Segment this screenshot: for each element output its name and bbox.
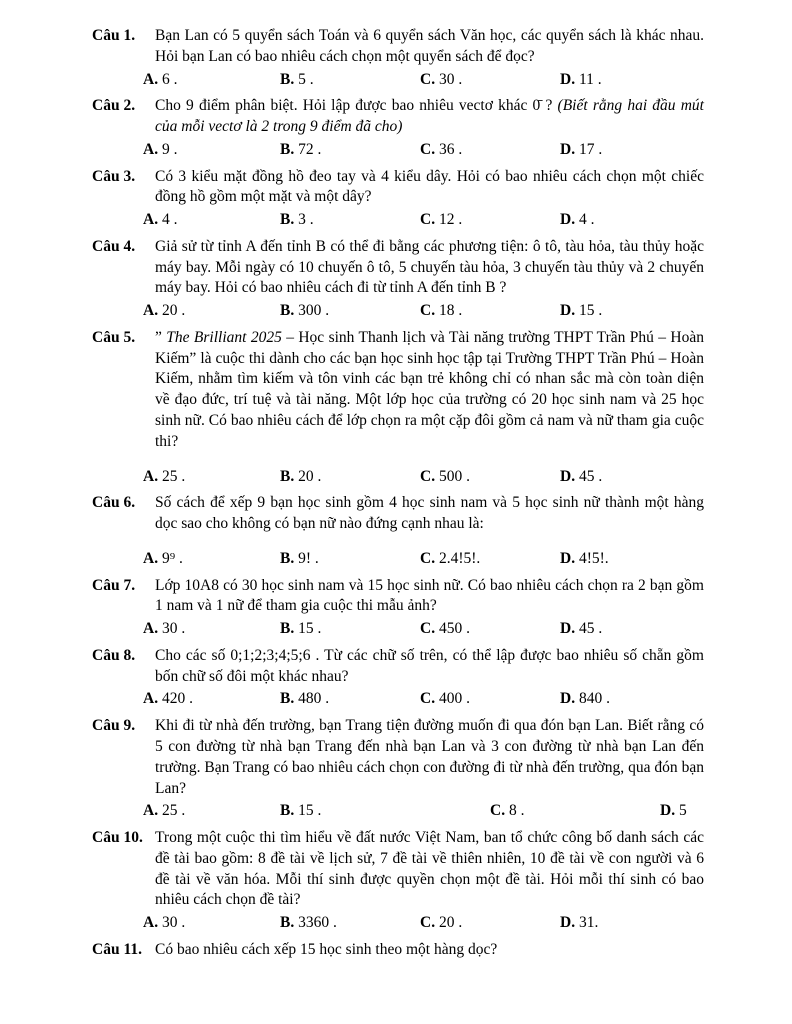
option-b [280, 913, 420, 934]
option-text: 4 . [161, 211, 178, 229]
option-d [560, 301, 704, 322]
question-text-main: Có 3 kiểu mặt đồng hồ đeo tay và 4 kiểu dây. Hỏi có bao nhiêu cách chọn một chiếc đồng hồ gồm một mặt và một dây? [155, 167, 704, 206]
question-text-main: Trong một cuộc thi tìm hiểu về đất nước Việt Nam, ban tổ chức công bố danh sách các đề tài bao gồm: 8 đề tài về lịch sử, 7 đề tài về thiên nhiên, 10 đề tài về con người và 6 đề tài về văn hóa. Mỗi thí sinh được quyền chọn một đề tài. Hỏi mỗi thí sinh có bao nhiêu cách chọn đề tài? [155, 829, 704, 909]
option-text: 18 . [438, 302, 463, 320]
question-text-main: Giả sử từ tỉnh A đến tỉnh B có thể đi bằng các phương tiện: ô tô, tàu hỏa, tàu thủy hoặc máy bay. Mỗi ngày có 10 chuyến ô tô, 5 chuyến tàu hỏa, 3 chuyến tàu thủy và 2 chuyến máy bay. Hỏi có bao nhiêu cách đi từ tỉnh A đến tỉnh B ? [155, 237, 704, 297]
option-c [420, 467, 560, 488]
option-letter: A. [143, 914, 159, 932]
option-a [143, 549, 280, 570]
option-text: 20 . [438, 914, 463, 932]
option-letter: A. [143, 211, 159, 229]
option-letter: D. [560, 302, 576, 320]
option-text: 45 . [578, 620, 603, 638]
option-text: 25 . [161, 802, 186, 820]
option-text: 30 . [438, 70, 463, 88]
question-text-main: Có bao nhiêu cách xếp 15 học sinh theo một hàng dọc? [155, 940, 498, 958]
option-text: 450 . [438, 620, 470, 638]
option-b [280, 70, 420, 91]
option-text: 400 . [438, 690, 470, 708]
answer-options [143, 210, 704, 231]
option-text: 30 . [161, 914, 186, 932]
option-text: 3360 . [298, 914, 337, 932]
option-letter: A. [143, 690, 159, 708]
question [92, 26, 704, 90]
option-letter: D. [560, 620, 576, 638]
question-text-main: Cho 9 điểm phân biệt. Hỏi lập được bao nhiêu vectơ khác 0̄ ? [155, 97, 558, 115]
option-letter: B. [280, 302, 295, 320]
option-letter: D. [560, 467, 576, 485]
question-text-title: The Brilliant 2025 [166, 328, 282, 346]
question-body [143, 716, 704, 822]
option-text: 9! . [298, 549, 319, 567]
option-letter: D. [560, 211, 576, 229]
question-number: Câu 10. [92, 829, 143, 847]
question-body [143, 646, 704, 710]
question [92, 96, 704, 160]
option-letter: B. [280, 211, 295, 229]
option-letter: C. [420, 211, 436, 229]
option-text: 31. [578, 914, 599, 932]
question-number: Câu 7. [92, 576, 136, 594]
question-text-main: Khi đi từ nhà đến trường, bạn Trang tiện đường muốn đi qua đón bạn Lan. Biết rằng có 5 con đường từ nhà bạn Trang đến nhà bạn Lan và 3 con đường từ nhà bạn Lan đến trường. Bạn Trang có bao nhiêu cách chọn con đường đi từ nhà đến trường, qua đón bạn Lan? [155, 717, 704, 797]
question [92, 493, 704, 569]
option-letter: B. [280, 620, 295, 638]
option-a [143, 913, 280, 934]
option-letter: B. [280, 914, 295, 932]
question-body [143, 237, 704, 322]
option-letter: C. [420, 140, 436, 158]
option-text: 2.4!5!. [438, 549, 481, 567]
question-text [155, 167, 704, 209]
question [92, 237, 704, 322]
question-number: Câu 1. [92, 27, 136, 44]
option-letter: D. [660, 802, 676, 820]
option-text: 11 . [578, 70, 602, 88]
answer-options [143, 301, 704, 322]
option-text: 36 . [438, 140, 463, 158]
answer-options [143, 467, 704, 488]
option-c [420, 913, 560, 934]
option-b [280, 301, 420, 322]
option-c [490, 801, 660, 822]
question-text [155, 828, 704, 911]
question [92, 940, 704, 961]
option-letter: B. [280, 70, 295, 88]
question-body [143, 576, 704, 640]
option-c [420, 140, 560, 161]
option-text: 5 [678, 802, 687, 820]
question-text [155, 716, 704, 799]
question-text-main: Lớp 10A8 có 30 học sinh nam và 15 học sinh nữ. Có bao nhiêu cách chọn ra 2 bạn gồm 1 nam và 1 nữ để tham gia cuộc thi mẫu ảnh? [155, 576, 704, 615]
question-text [155, 96, 704, 138]
option-text: 840 . [578, 690, 610, 708]
option-text: 25 . [161, 467, 186, 485]
question-text-main: Bạn Lan có 5 quyển sách Toán và 6 quyển sách Văn học, các quyển sách là khác nhau. Hỏi bạn Lan có bao nhiêu cách chọn một quyển sách để đọc? [155, 27, 704, 65]
answer-options [143, 140, 704, 161]
answer-options [143, 689, 704, 710]
option-text: 4!5!. [578, 549, 609, 567]
question-text-main: Cho các số 0;1;2;3;4;5;6 . Từ các chữ số trên, có thể lập được bao nhiêu số chẵn gồm bốn chữ số đôi một khác nhau? [155, 646, 704, 685]
question [92, 328, 704, 487]
option-b [280, 549, 420, 570]
option-d [560, 140, 704, 161]
option-c [420, 549, 560, 570]
answer-options [143, 913, 704, 934]
question-body [143, 493, 704, 569]
question [92, 576, 704, 640]
option-text: 9 . [161, 140, 178, 158]
option-c [420, 689, 560, 710]
option-d [560, 210, 704, 231]
answer-options [143, 801, 704, 822]
option-text: 420 . [161, 690, 193, 708]
option-a [143, 210, 280, 231]
option-letter: D. [560, 914, 576, 932]
question-text-quote: ” [155, 328, 167, 346]
option-letter: C. [420, 914, 436, 932]
option-letter: C. [420, 620, 436, 638]
option-letter: A. [143, 549, 159, 567]
option-text: 72 . [298, 140, 322, 158]
option-d [560, 549, 704, 570]
option-text: 12 . [438, 211, 463, 229]
question-text [155, 26, 704, 68]
question [92, 167, 704, 231]
option-letter: A. [143, 140, 159, 158]
option-text: 480 . [298, 690, 330, 708]
option-a [143, 70, 280, 91]
option-a [143, 467, 280, 488]
option-d [560, 70, 704, 91]
option-letter: C. [420, 690, 436, 708]
option-c [420, 210, 560, 231]
option-letter: A. [143, 467, 159, 485]
answer-options [143, 549, 704, 570]
option-text: 15 . [578, 302, 603, 320]
option-a [143, 619, 280, 640]
option-letter: C. [420, 70, 436, 88]
option-b [280, 467, 420, 488]
answer-options [143, 619, 704, 640]
option-b [280, 210, 420, 231]
question-number: Câu 2. [92, 97, 136, 115]
question-number: Câu 11. [92, 940, 142, 958]
option-letter: B. [280, 549, 295, 567]
option-a [143, 301, 280, 322]
option-letter: A. [143, 802, 159, 820]
question-text [155, 237, 704, 299]
option-d [660, 801, 704, 822]
option-a [143, 140, 280, 161]
option-letter: D. [560, 70, 576, 88]
option-letter: C. [490, 802, 506, 820]
option-c [420, 301, 560, 322]
question-text-main: Số cách để xếp 9 bạn học sinh gồm 4 học sinh nam và 5 học sinh nữ thành một hàng dọc sao cho không có bạn nữ nào đứng cạnh nhau là: [155, 494, 704, 533]
question-text [155, 940, 704, 961]
question [92, 646, 704, 710]
question-body [143, 96, 704, 160]
question-number: Câu 3. [92, 167, 136, 185]
option-text: 45 . [578, 467, 603, 485]
option-text: 3 . [298, 211, 314, 229]
question-body [155, 940, 704, 961]
option-text: 5 . [298, 70, 314, 88]
question-text-main: – Học sinh Thanh lịch và Tài năng trường THPT Trần Phú – Hoàn Kiếm” là cuộc thi dành cho các bạn học sinh học tập tại Trường THPT Trần Phú – Hoàn Kiếm, nhằm tìm kiếm và tôn vinh các bạn trẻ không chỉ có nhan sắc mà còn toàn diện về đạo đức, trí tuệ và tài năng. Một lớp học của trường có 20 học sinh nam và 25 học sinh nữ. Có bao nhiêu cách để lớp chọn ra một cặp đôi gồm cả nam và nữ tham gia cuộc thi? [155, 328, 704, 450]
option-text: 15 . [298, 802, 322, 820]
option-text: 20 . [298, 467, 322, 485]
question-text [155, 328, 704, 453]
option-text: 6 . [161, 70, 178, 88]
option-letter: A. [143, 620, 159, 638]
question-text [155, 576, 704, 618]
question [92, 828, 704, 934]
question-number: Câu 8. [92, 646, 136, 664]
option-b [280, 619, 420, 640]
option-letter: B. [280, 140, 295, 158]
question [92, 716, 704, 822]
option-text: 300 . [298, 302, 330, 320]
option-text: 4 . [578, 211, 595, 229]
option-text: 500 . [438, 467, 470, 485]
option-letter: A. [143, 302, 159, 320]
question-text [155, 493, 704, 535]
option-letter: C. [420, 467, 436, 485]
question-body [143, 26, 704, 90]
option-d [560, 467, 704, 488]
option-letter: B. [280, 690, 295, 708]
option-d [560, 619, 704, 640]
option-a [143, 689, 280, 710]
option-text: 8 . [508, 802, 525, 820]
option-text: 9⁹ . [161, 549, 183, 567]
option-d [560, 689, 704, 710]
option-letter: D. [560, 140, 576, 158]
option-b [280, 140, 420, 161]
question-number: Câu 4. [92, 237, 136, 255]
option-letter: C. [420, 549, 436, 567]
option-letter: C. [420, 302, 436, 320]
option-b [280, 689, 420, 710]
option-letter: D. [560, 690, 576, 708]
question-number: Câu 6. [92, 494, 136, 512]
answer-options [143, 70, 704, 91]
question-text [155, 646, 704, 688]
question-body [143, 167, 704, 231]
question-body [143, 828, 704, 934]
option-letter: B. [280, 467, 295, 485]
option-a [143, 801, 280, 822]
option-c [420, 70, 560, 91]
option-text: 15 . [298, 620, 322, 638]
question-number: Câu 9. [92, 717, 136, 735]
option-text: 30 . [161, 620, 186, 638]
option-letter: D. [560, 549, 576, 567]
option-b [280, 801, 490, 822]
question-text-note: (Biết rằng hai đầu mút của mỗi vectơ là 2 trong 9 điểm đã cho) [155, 97, 704, 136]
option-text: 20 . [161, 302, 186, 320]
question-number: Câu 5. [92, 328, 136, 346]
option-d [560, 913, 704, 934]
question-body [143, 328, 704, 487]
option-text: 17 . [578, 140, 603, 158]
option-letter: A. [143, 70, 159, 88]
option-c [420, 619, 560, 640]
option-letter: B. [280, 802, 295, 820]
